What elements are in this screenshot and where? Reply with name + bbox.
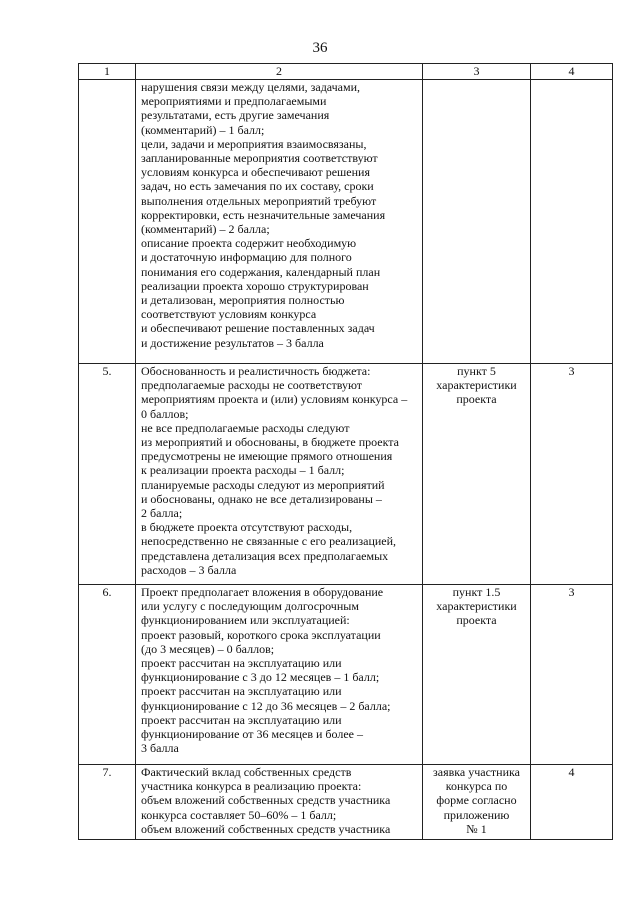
criterion-text-line: непосредственно не связанные с его реализацией, (141, 534, 397, 549)
criterion-text-line: понимания его содержания, календарный план (141, 264, 381, 279)
page-number: 36 (312, 40, 328, 56)
criterion-text-line: запланированные мероприятия соответствуют (141, 151, 378, 166)
criterion-text-line: (до 3 месяцев) – 0 баллов; (141, 641, 275, 656)
criterion-text-line: нарушения связи между целями, задачами, (141, 80, 361, 94)
criterion-text-line: (комментарий) – 2 балла; (141, 222, 270, 237)
criterion-text-line: и обоснованы, однако не все детализированы – (141, 491, 382, 506)
criterion-text-line: 2 балла; (141, 506, 183, 521)
criterion-text-line: 0 баллов; (141, 406, 189, 421)
header-cell-3: 3 (423, 64, 531, 80)
max-score: 4 (531, 765, 613, 840)
criterion-text-line: мероприятиями и предполагаемыми (141, 94, 327, 109)
source-reference-line: проекта (456, 392, 497, 407)
criterion-text-line: проект разовый, короткого срока эксплуатации (141, 627, 381, 642)
criterion-text-line: планируемые расходы следуют из мероприятий (141, 477, 385, 492)
max-score: 3 (531, 364, 613, 585)
criterion-text-line: (комментарий) – 1 балл; (141, 122, 265, 137)
max-score (531, 80, 613, 364)
header-cell-4: 4 (531, 64, 613, 80)
table-row (79, 585, 613, 765)
table-row (79, 765, 613, 840)
criterion-text-line: Обоснованность и реалистичность бюджета: (141, 364, 371, 378)
criterion-text-line: проект рассчитан на эксплуатацию или (141, 712, 342, 727)
table-row (79, 364, 613, 585)
criterion-text-line: представлена детализация всех предполагаемых (141, 548, 389, 563)
source-reference-line: заявка участника (433, 765, 520, 779)
criterion-text-line: участника конкурса в реализацию проекта: (141, 779, 362, 794)
criterion-text-line: не все предполагаемые расходы следуют (141, 420, 350, 435)
criterion-text-line: проект рассчитан на эксплуатацию или (141, 684, 342, 699)
criterion-description (136, 765, 423, 840)
criterion-text-line: условиям конкурса и обеспечивают решения (141, 165, 370, 180)
table-header-row (79, 64, 613, 80)
criterion-text-line: конкурса составляет 50–60% – 1 балл; (141, 807, 337, 822)
criterion-text-line: и достаточную информацию для полного (141, 250, 352, 265)
criteria-table (78, 63, 613, 840)
criterion-text-line: соответствуют условиям конкурса (141, 307, 317, 322)
criterion-text-line: предполагаемые расходы не соответствуют (141, 378, 363, 393)
criterion-text-line: функционирование с 12 до 36 месяцев – 2 балла; (141, 698, 391, 713)
criterion-text-line: цели, задачи и мероприятия взаимосвязаны, (141, 136, 367, 151)
table-row (79, 80, 613, 364)
criterion-text-line: проект рассчитан на эксплуатацию или (141, 656, 342, 671)
criterion-text-line: расходов – 3 балла (141, 562, 237, 577)
source-reference (423, 765, 531, 840)
row-number (79, 80, 136, 364)
criterion-text-line: результатами, есть другие замечания (141, 108, 330, 123)
source-reference-line: конкурса по (445, 779, 508, 794)
criterion-description (136, 364, 423, 585)
row-number: 5. (79, 364, 136, 585)
criterion-text-line: функционированием или эксплуатацией: (141, 613, 350, 628)
header-cell-2: 2 (136, 64, 423, 80)
row-number: 6. (79, 585, 136, 765)
source-reference-line: пункт 1.5 (452, 585, 501, 599)
criterion-text-line: Фактический вклад собственных средств (141, 765, 352, 779)
criterion-text-line: корректировки, есть незначительные замечания (141, 207, 386, 222)
criterion-description (136, 80, 423, 364)
source-reference-line: характеристики (436, 378, 517, 393)
source-reference-line: пункт 5 (457, 364, 496, 378)
row-number: 7. (79, 765, 136, 840)
criterion-text-line: задач, но есть замечания по их составу, сроки (141, 179, 374, 194)
source-reference (423, 364, 531, 585)
header-cell-1: 1 (79, 64, 136, 80)
criterion-text-line: реализации проекта хорошо структурирован (141, 278, 369, 293)
source-reference (423, 585, 531, 765)
criterion-text-line: и достижение результатов – 3 балла (141, 335, 324, 350)
criterion-text-line: или услугу с последующим долгосрочным (141, 599, 359, 614)
max-score: 3 (531, 585, 613, 765)
criterion-text-line: к реализации проекта расходы – 1 балл; (141, 463, 345, 478)
source-reference-line: проекта (456, 613, 497, 628)
criterion-text-line: мероприятиям проекта и (или) условиям конкурса – (141, 392, 408, 407)
criterion-text-line: и детализован, мероприятия полностью (141, 293, 345, 308)
source-reference-line: № 1 (466, 821, 487, 836)
criterion-text-line: 3 балла (141, 741, 179, 756)
criterion-text-line: функционирование с 3 до 12 месяцев – 1 балл; (141, 670, 380, 685)
criterion-text-line: Проект предполагает вложения в оборудование (141, 585, 384, 599)
source-reference (423, 80, 531, 364)
criterion-text-line: функционирование от 36 месяцев и более – (141, 727, 363, 742)
criterion-text-line: в бюджете проекта отсутствуют расходы, (141, 520, 353, 535)
source-reference-line: форме согласно (436, 793, 517, 808)
criterion-description (136, 585, 423, 765)
criterion-text-line: из мероприятий и обоснованы, в бюджете проекта (141, 435, 399, 450)
criterion-text-line: предусмотрены не имеющие прямого отношения (141, 449, 393, 464)
criterion-text-line: объем вложений собственных средств участника (141, 793, 391, 808)
criterion-text-line: объем вложений собственных средств участника (141, 821, 391, 836)
source-reference-line: приложению (443, 807, 510, 822)
criterion-text-line: и обеспечивают решение поставленных задач (141, 321, 375, 336)
source-reference-line: характеристики (436, 599, 517, 614)
criterion-text-line: выполнения отдельных мероприятий требуют (141, 193, 377, 208)
criterion-text-line: описание проекта содержит необходимую (141, 236, 357, 251)
